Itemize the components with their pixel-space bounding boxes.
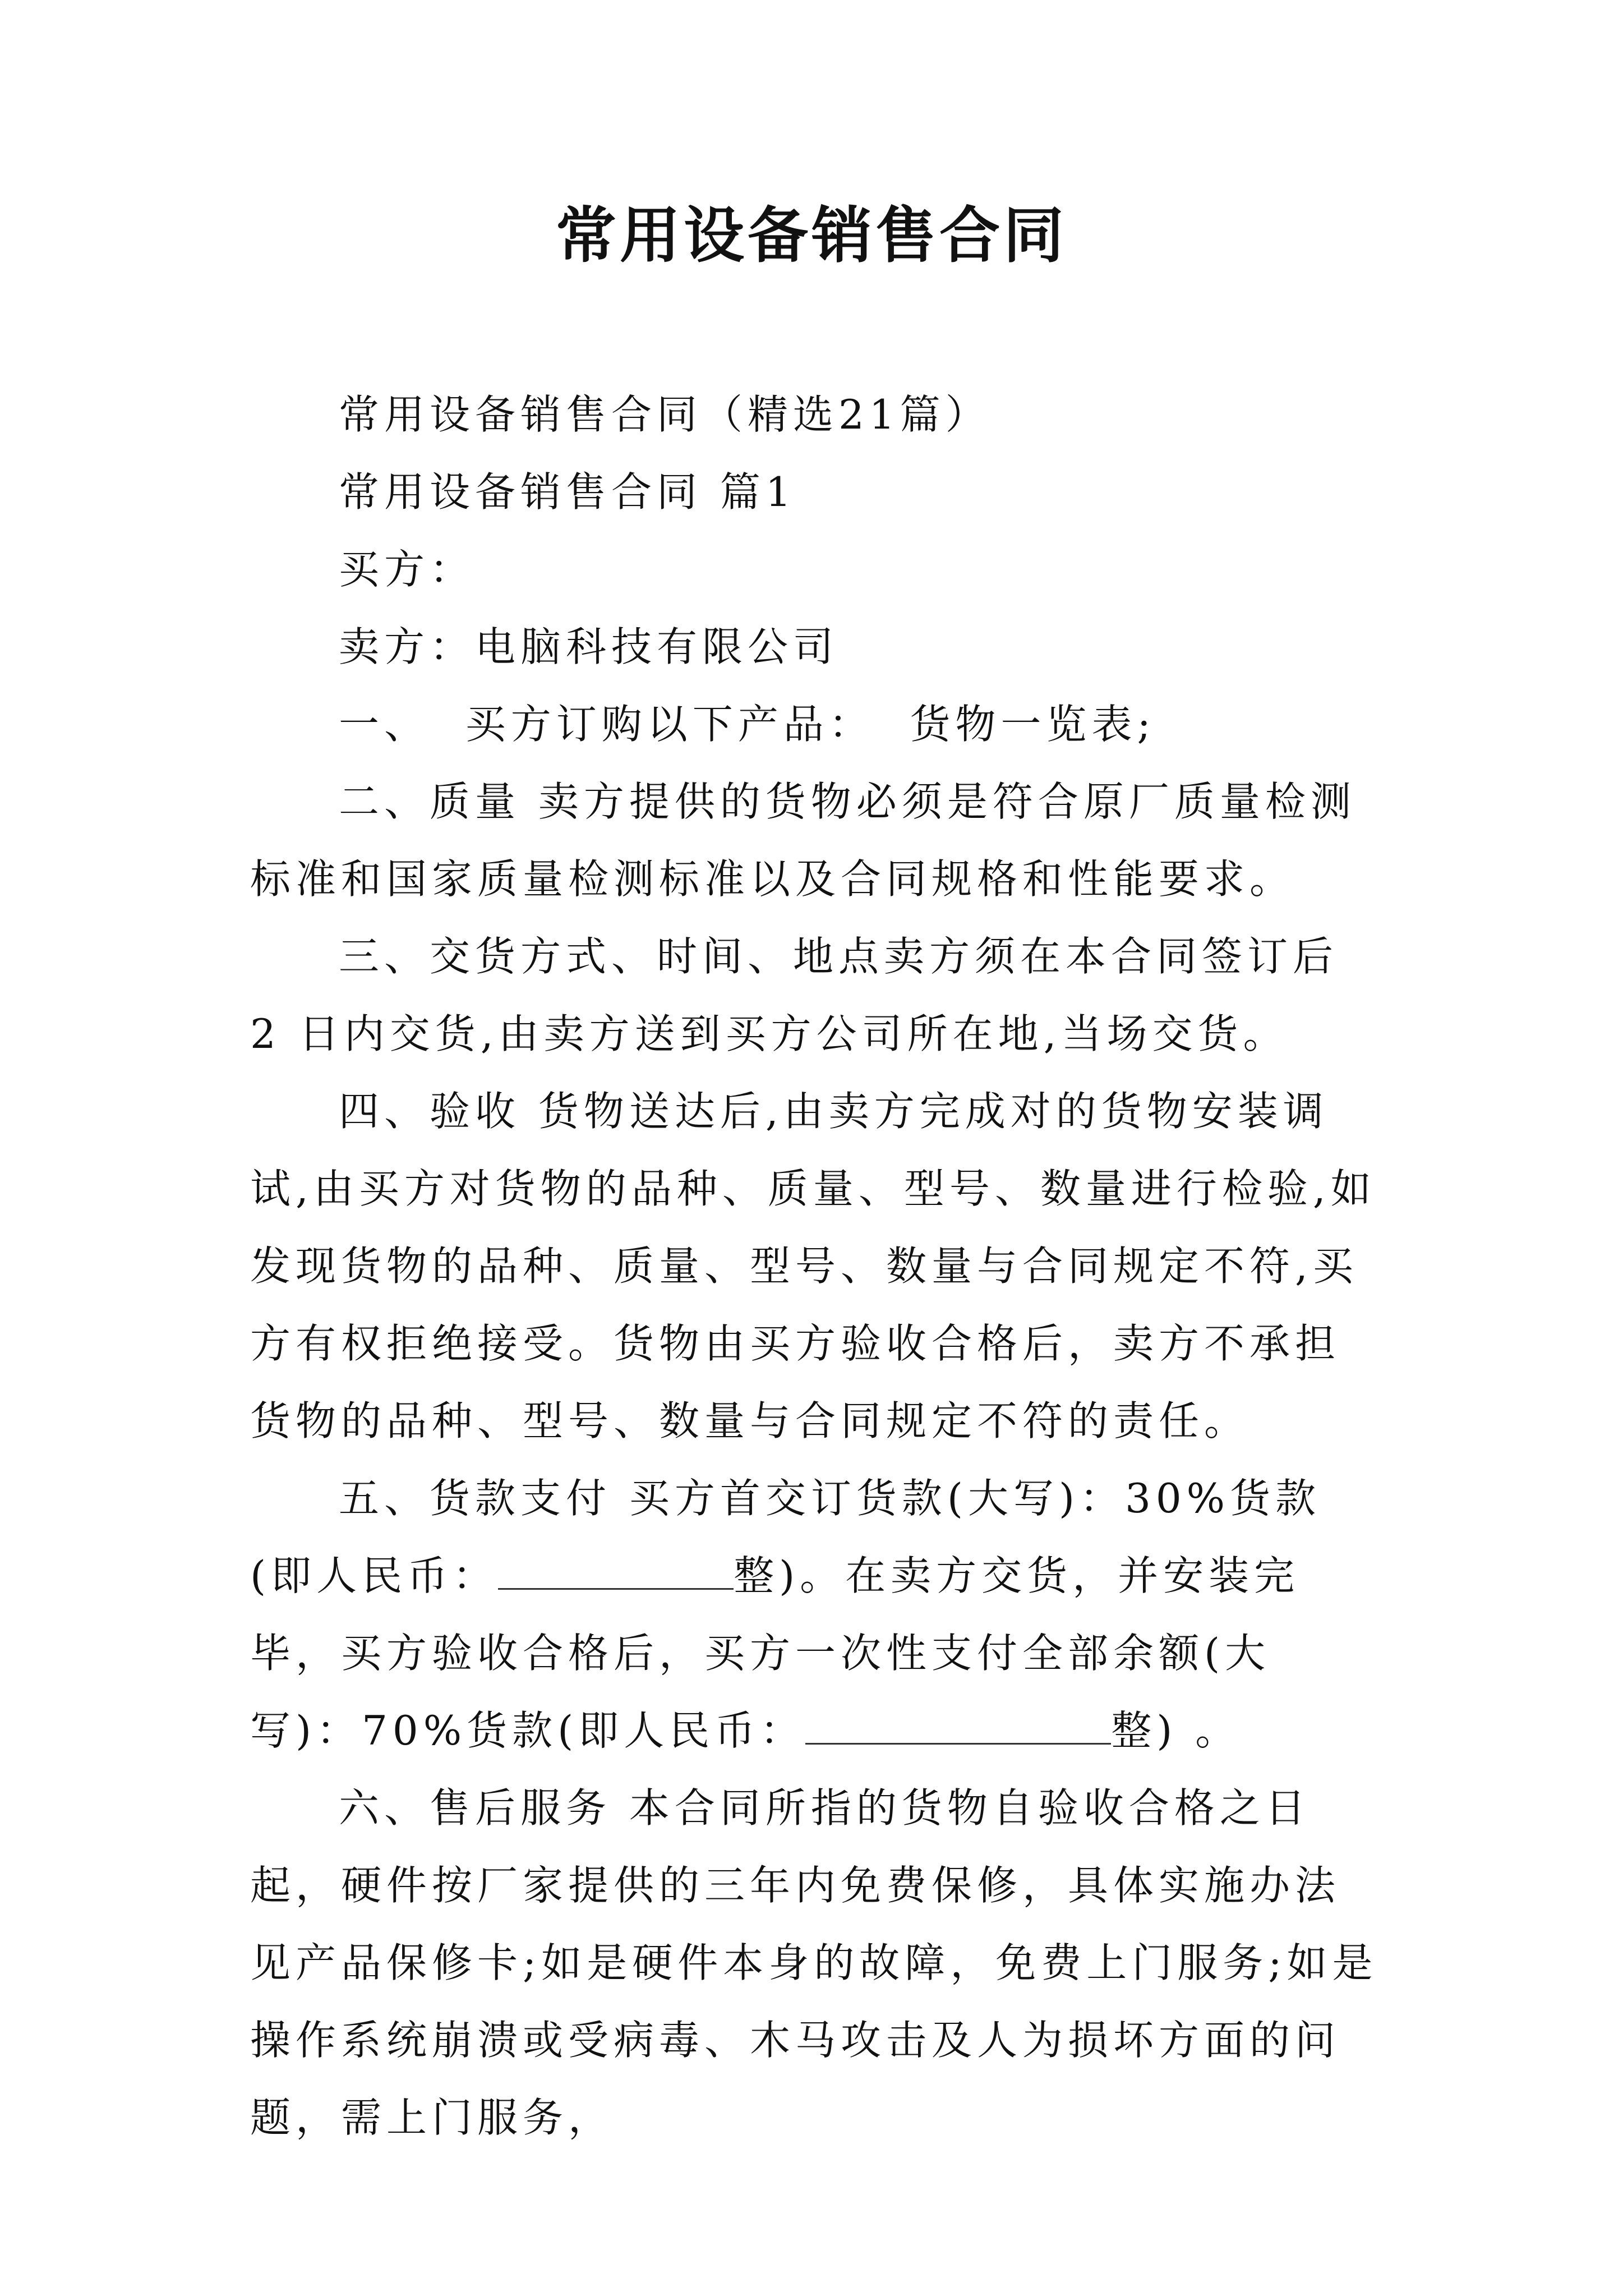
paragraph-clause-2: 二、质量 卖方提供的货物必须是符合原厂质量检测标准和国家质量检测标准以及合同规格和性能要求。	[250, 778, 1356, 903]
clause-5-text-part2: 整)。在卖方交货，并安装完毕，买方验收合格后，买方一次性支付全部余额(大写)：70%货款(即人民币：	[250, 1552, 1300, 1754]
paragraph-clause-6: 六、售后服务 本合同所指的货物自验收合格之日起，硬件按厂家提供的三年内免费保修，具体实施办法见产品保修卡;如是硬件本身的故障，免费上门服务;如是操作系统崩溃或受病毒、木马攻击及人为损坏方面的问题，需上门服务，	[250, 1784, 1378, 2141]
paragraph-section-heading: 常用设备销售合同 篇1	[339, 468, 796, 516]
document-title: 常用设备销售合同	[555, 200, 1067, 271]
paragraph-clause-5	[250, 1460, 1380, 1769]
clause-5-text-part3: 整) 。	[1111, 1707, 1241, 1754]
paragraph-seller: 卖方：电脑科技有限公司	[339, 623, 839, 670]
paragraph-clause-1: 一、 买方订购以下产品： 货物一览表;	[339, 701, 1156, 748]
paragraph-clause-4: 四、验收 货物送达后,由卖方完成对的货物安装调试,由买方对货物的品种、质量、型号、数量进行检验,如发现货物的品种、质量、型号、数量与合同规定不符,买方有权拒绝接受。货物由买方验收合格后，卖方不承担货物的品种、型号、数量与合同规定不符的责任。	[250, 1088, 1376, 1444]
amount-blank-1	[498, 1552, 734, 1590]
document-body	[250, 376, 1380, 2156]
amount-blank-2	[805, 1707, 1111, 1745]
clause-5-text-part1: 五、货款支付 买方首交订货款(大写)：30%货款(即人民币：	[250, 1475, 1321, 1599]
paragraph-clause-3: 三、交货方式、时间、地点卖方须在本合同签订后 2 日内交货,由卖方送到买方公司所在地,当场交货。	[250, 933, 1356, 1057]
paragraph-buyer: 买方：	[339, 546, 476, 593]
paragraph-collection-title: 常用设备销售合同（精选21篇）	[339, 391, 991, 438]
